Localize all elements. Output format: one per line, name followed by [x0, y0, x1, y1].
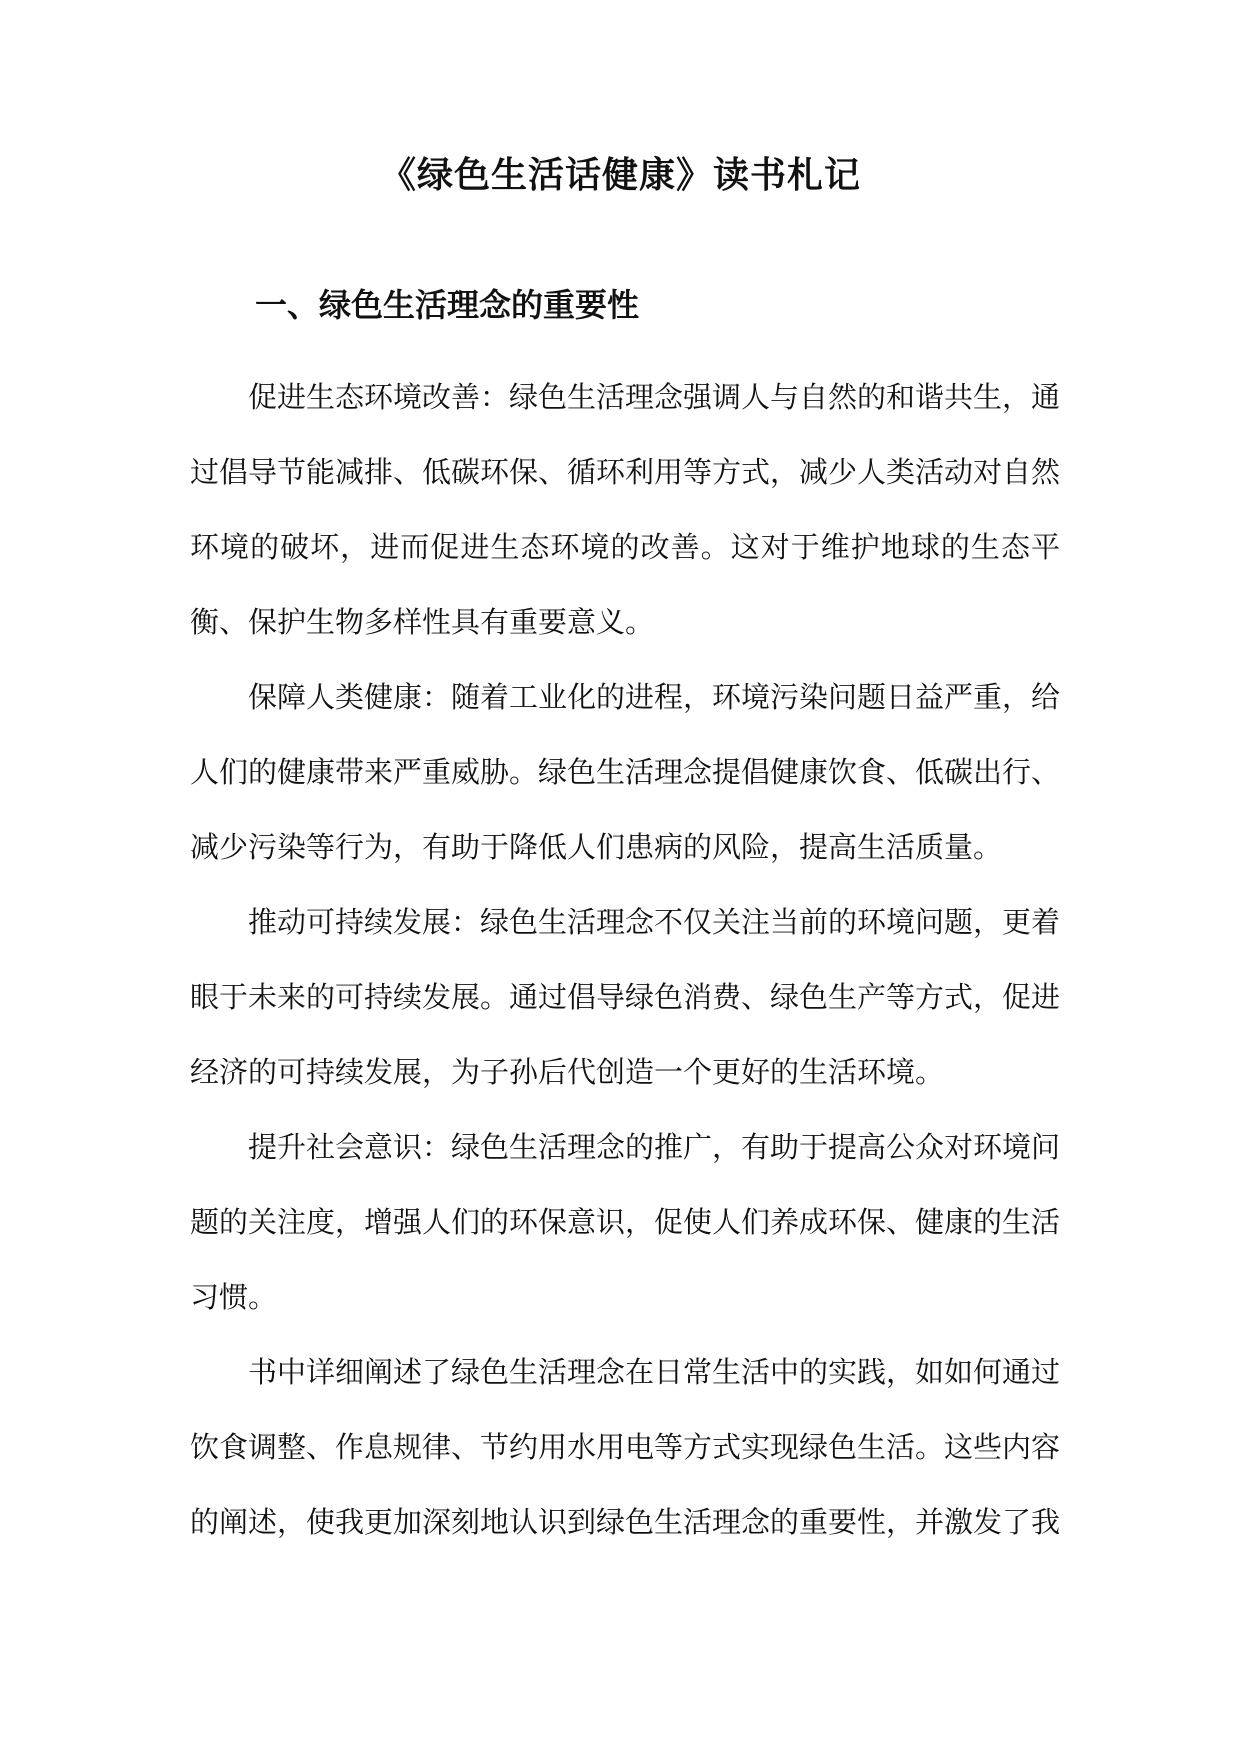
section-heading: 一、绿色生活理念的重要性	[255, 286, 640, 324]
document-body	[190, 360, 1060, 1560]
paragraph-health: 保障人类健康：随着工业化的进程，环境污染问题日益严重，给人们的健康带来严重威胁。绿色生活理念提倡健康饮食、低碳出行、减少污染等行为，有助于降低人们患病的风险，提高生活质量。	[190, 680, 1061, 864]
paragraph-practice: 书中详细阐述了绿色生活理念在日常生活中的实践，如如何通过饮食调整、作息规律、节约用水用电等方式实现绿色生活。这些内容的阐述，使我更加深刻地认识到绿色生活理念的重要性，并激发了我	[190, 1355, 1061, 1539]
paragraph-ecology: 促进生态环境改善：绿色生活理念强调人与自然的和谐共生，通过倡导节能减排、低碳环保、循环利用等方式，减少人类活动对自然环境的破坏，进而促进生态环境的改善。这对于维护地球的生态平衡、保护生物多样性具有重要意义。	[190, 380, 1061, 639]
paragraph-awareness: 提升社会意识：绿色生活理念的推广，有助于提高公众对环境问题的关注度，增强人们的环保意识，促使人们养成环保、健康的生活习惯。	[190, 1130, 1061, 1314]
document-title: 《绿色生活话健康》读书札记	[379, 154, 861, 196]
paragraph-sustainability: 推动可持续发展：绿色生活理念不仅关注当前的环境问题，更着眼于未来的可持续发展。通过倡导绿色消费、绿色生产等方式，促进经济的可持续发展，为子孙后代创造一个更好的生活环境。	[190, 905, 1061, 1089]
